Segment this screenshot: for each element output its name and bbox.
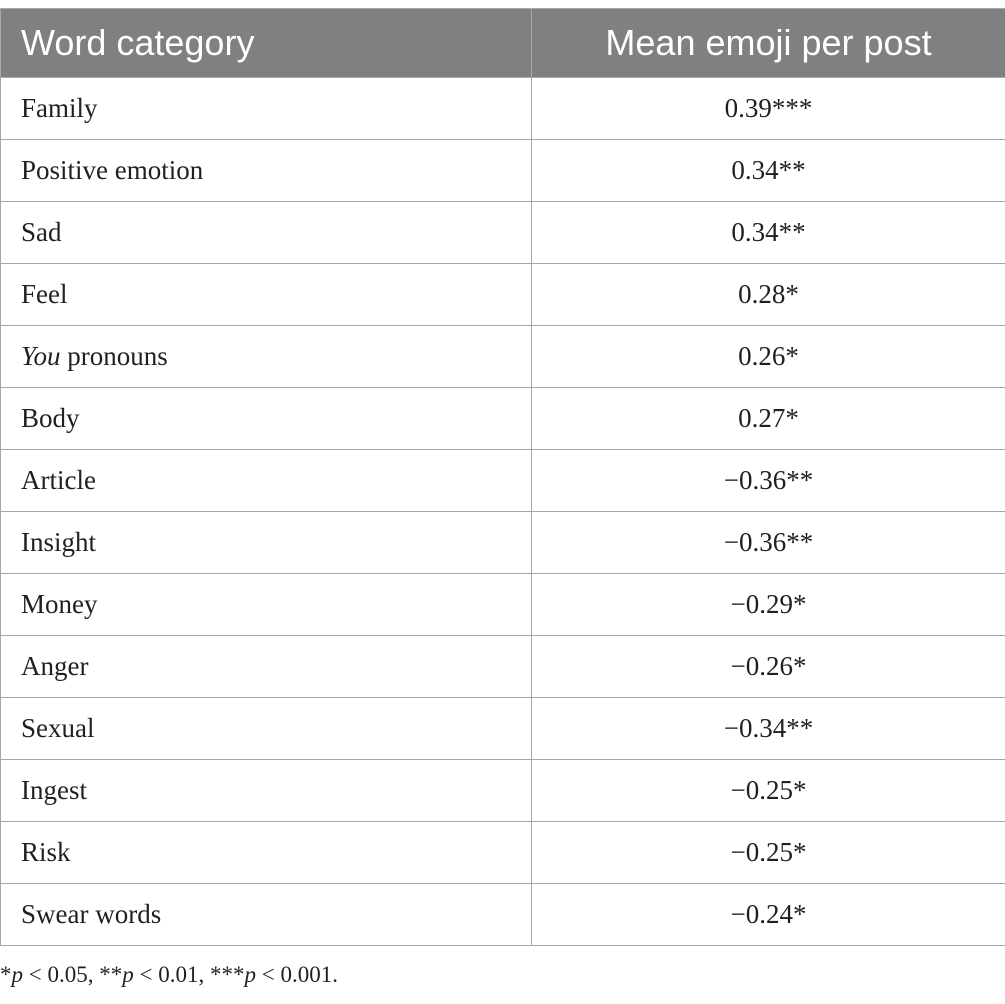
table-row — [1, 574, 1005, 636]
row-category: Family — [1, 78, 532, 140]
table-row — [1, 78, 1005, 140]
row-category: Money — [1, 574, 532, 636]
footnote-part: < 0.001. — [255, 962, 338, 987]
row-value: 0.39*** — [532, 78, 1005, 140]
table-row — [1, 450, 1005, 512]
row-category: Article — [1, 450, 532, 512]
emoji-word-category-table — [0, 8, 1005, 946]
footnote-part: < 0.01, *** — [133, 962, 245, 987]
table-row — [1, 512, 1005, 574]
row-category-rest: pronouns — [60, 341, 168, 371]
table-row — [1, 884, 1005, 946]
table-row — [1, 636, 1005, 698]
table-row — [1, 698, 1005, 760]
row-value: −0.25* — [532, 822, 1005, 884]
footnote-part: * — [0, 962, 12, 987]
table-row — [1, 326, 1005, 388]
row-category: Positive emotion — [1, 140, 532, 202]
row-value: −0.36** — [532, 450, 1005, 512]
row-value: 0.26* — [532, 326, 1005, 388]
footnote-part: < 0.05, ** — [23, 962, 123, 987]
row-value: −0.24* — [532, 884, 1005, 946]
table-row — [1, 140, 1005, 202]
row-value: 0.28* — [532, 264, 1005, 326]
row-category: Insight — [1, 512, 532, 574]
row-category: Body — [1, 388, 532, 450]
row-value: −0.29* — [532, 574, 1005, 636]
row-value: −0.25* — [532, 760, 1005, 822]
header-word-category: Word category — [1, 9, 532, 78]
footnote-p-italic: p — [122, 962, 134, 987]
significance-footnote — [0, 962, 338, 988]
row-value: −0.36** — [532, 512, 1005, 574]
table-row — [1, 760, 1005, 822]
row-category: Risk — [1, 822, 532, 884]
table-row — [1, 822, 1005, 884]
row-category: Anger — [1, 636, 532, 698]
row-value: 0.34** — [532, 140, 1005, 202]
row-category — [1, 326, 532, 388]
row-value: −0.26* — [532, 636, 1005, 698]
table-header — [1, 9, 1005, 78]
row-category: Swear words — [1, 884, 532, 946]
header-mean-emoji: Mean emoji per post — [532, 9, 1005, 78]
footnote-p-italic: p — [244, 962, 256, 987]
table-row — [1, 202, 1005, 264]
table-row — [1, 388, 1005, 450]
row-category-italic: You — [21, 341, 61, 371]
row-category: Sexual — [1, 698, 532, 760]
row-category: Ingest — [1, 760, 532, 822]
header-row — [1, 9, 1005, 78]
table-row — [1, 264, 1005, 326]
row-value: −0.34** — [532, 698, 1005, 760]
footnote-p-italic: p — [11, 962, 23, 987]
row-value: 0.34** — [532, 202, 1005, 264]
table-body — [1, 78, 1005, 946]
row-value: 0.27* — [532, 388, 1005, 450]
row-category: Sad — [1, 202, 532, 264]
row-category: Feel — [1, 264, 532, 326]
